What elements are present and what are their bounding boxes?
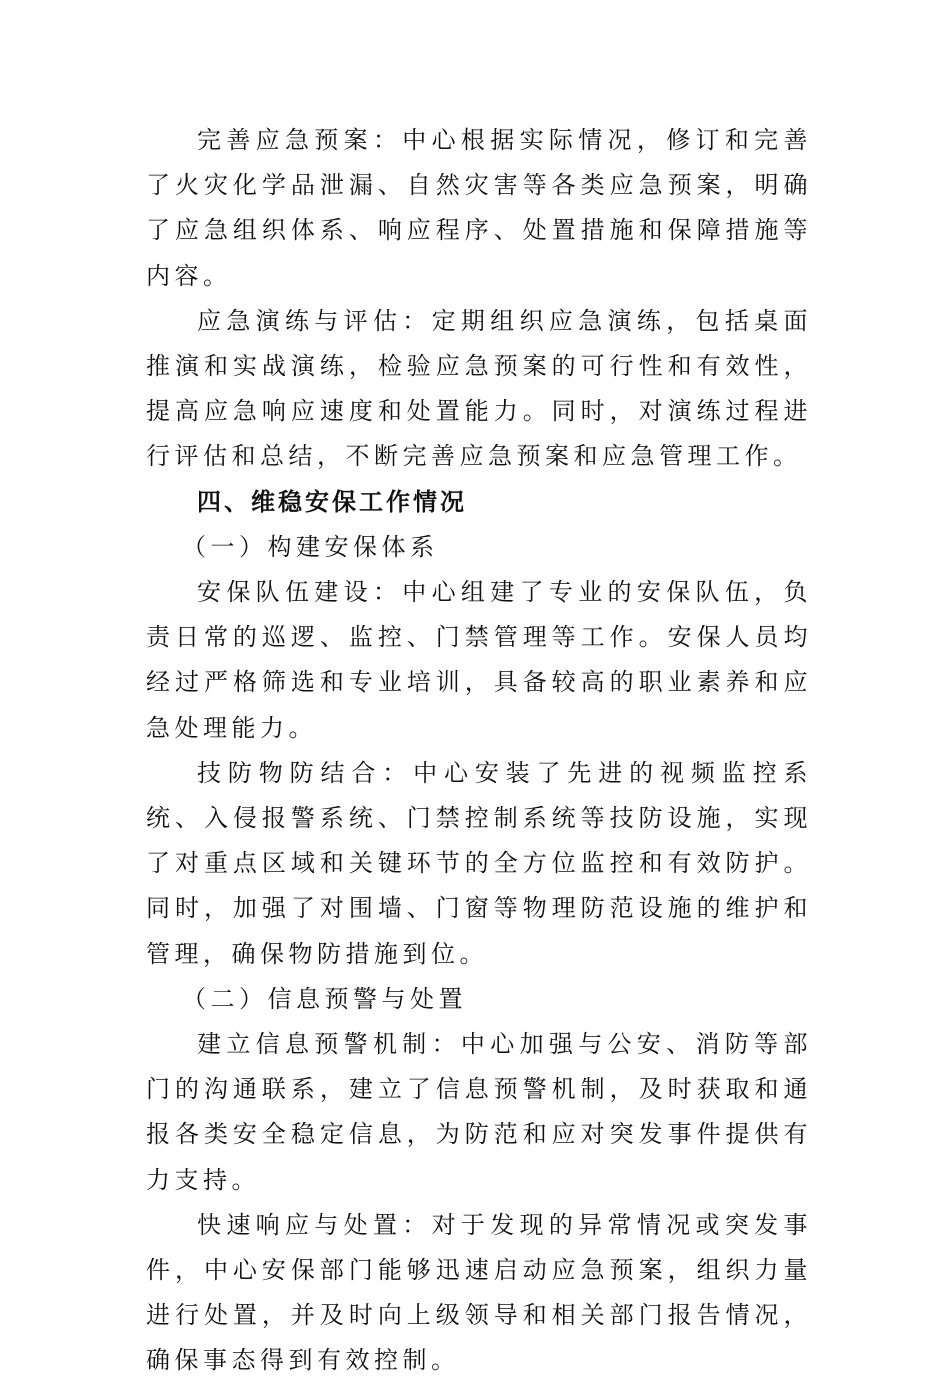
paragraph-rapid-response: 快速响应与处置：对于发现的异常情况或突发事件，中心安保部门能够迅速启动应急预案，组织力量进行处置，并及时向上级领导和相关部门报告情况，确保事态得到有效控制。: [146, 1210, 812, 1375]
subheading-security-system: （一）构建安保体系: [182, 532, 439, 561]
document-page: [146, 118, 812, 1384]
paragraph-security-team: 安保队伍建设：中心组建了专业的安保队伍，负责日常的巡逻、监控、门禁管理等工作。安保人员均经过严格筛选和专业培训，具备较高的职业素养和应急处理能力。: [146, 578, 812, 742]
paragraph-warning-mechanism: 建立信息预警机制：中心加强与公安、消防等部门的沟通联系，建立了信息预警机制，及时获取和通报各类安全稳定信息，为防范和应对突发事件提供有力支持。: [146, 1030, 812, 1194]
subheading-warning-handling: （二）信息预警与处置: [182, 984, 467, 1013]
paragraph-emergency-plan: 完善应急预案：中心根据实际情况，修订和完善了火灾化学品泄漏、自然灾害等各类应急预案，明确了应急组织体系、响应程序、处置措施和保障措施等内容。: [146, 126, 812, 290]
section-heading-security: 四、维稳安保工作情况: [197, 487, 467, 516]
paragraph-technical-physical-defense: 技防物防结合：中心安装了先进的视频监控系统、入侵报警系统、门禁控制系统等技防设施，实现了对重点区域和关键环节的全方位监控和有效防护。同时，加强了对围墙、门窗等物理防范设施的维护和管理，确保物防措施到位。: [146, 758, 812, 968]
paragraph-emergency-drill: 应急演练与评估：定期组织应急演练，包括桌面推演和实战演练，检验应急预案的可行性和有效性，提高应急响应速度和处置能力。同时，对演练过程进行评估和总结，不断完善应急预案和应急管理工作。: [146, 306, 812, 471]
